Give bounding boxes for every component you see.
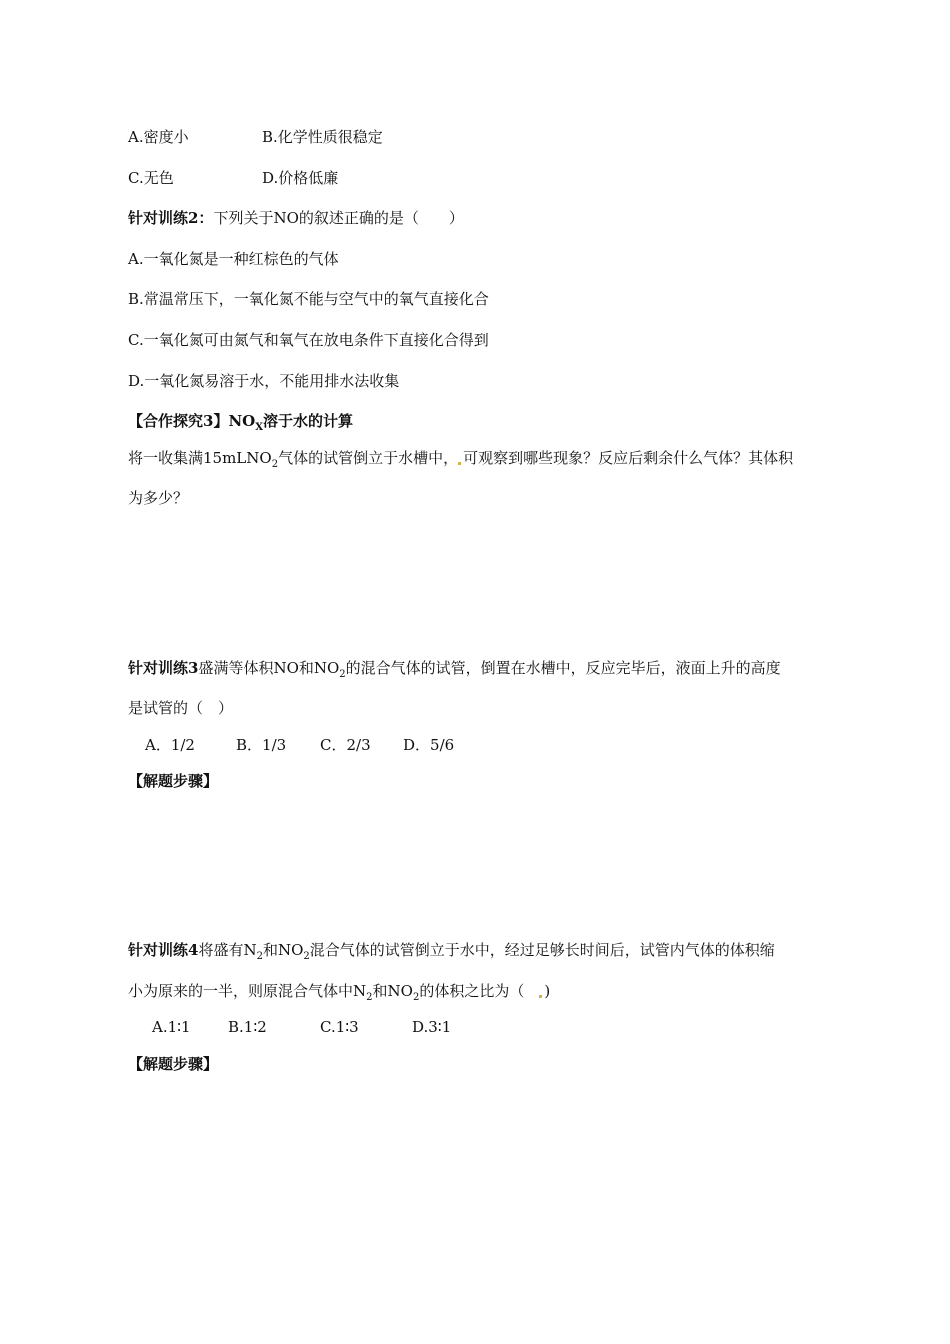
highlight-mark xyxy=(539,995,542,998)
explore-3-heading: 【合作探究3】$NO_X$溶于水的计算 xyxy=(128,412,353,433)
training-4-stem-line2: 小为原来的一半，则原混合气体中$N_2$和$NO_2$的体积之比为（ ) xyxy=(128,982,551,1003)
training-3-stem: 针对训练3盛满等体积NO和$NO_2$的混合气体的试管，倒置在水槽中，反应完毕后，液面上升的高度 xyxy=(128,659,781,680)
training-4-option-d: D.3∶1 xyxy=(412,1018,452,1036)
option-d: D.价格低廉 xyxy=(262,169,339,187)
highlight-mark xyxy=(458,462,461,465)
training-3-option-a: A．1/2 xyxy=(145,736,195,754)
option-c: C.无色 xyxy=(128,169,174,187)
training-2-option-d: D.一氧化氮易溶于水，不能用排水法收集 xyxy=(128,372,400,390)
training-4-label: 针对训练4 xyxy=(128,941,199,959)
training-2-option-c: C.一氧化氮可由氮气和氧气在放电条件下直接化合得到 xyxy=(128,331,489,349)
training-2-stem: 针对训练2：下列关于NO的叙述正确的是（ ） xyxy=(128,209,464,227)
training-3-label: 针对训练3 xyxy=(128,659,199,677)
training-3-solution-steps: 【解题步骤】 xyxy=(128,772,219,790)
training-4-option-b: B.1∶2 xyxy=(228,1018,267,1036)
training-4-option-a: A.1∶1 xyxy=(152,1018,191,1036)
explore-3-question-line2: 为多少？ xyxy=(128,489,189,507)
training-3-stem-line2: 是试管的（ ） xyxy=(128,699,234,717)
explore-3-question-line1: 将一收集满15mLNO$_2$气体的试管倒立于水槽中， 可观察到哪些现象？反应后剩余什么气体？其体积 xyxy=(128,449,794,470)
training-2-option-b: B.常温常压下，一氧化氮不能与空气中的氧气直接化合 xyxy=(128,290,489,308)
training-3-option-c: C．2/3 xyxy=(320,736,371,754)
training-4-solution-steps: 【解题步骤】 xyxy=(128,1055,219,1073)
training-3-option-b: B．1/3 xyxy=(236,736,287,754)
training-2-label: 针对训练2： xyxy=(128,209,214,227)
option-b: B.化学性质很稳定 xyxy=(262,128,383,146)
training-3-option-d: D．5/6 xyxy=(403,736,455,754)
option-a: A.密度小 xyxy=(128,128,189,146)
training-4-option-c: C.1∶3 xyxy=(320,1018,359,1036)
training-2-option-a: A.一氧化氮是一种红棕色的气体 xyxy=(128,250,339,268)
training-4-stem: 针对训练4将盛有$N_2$和$NO_2$混合气体的试管倒立于水中，经过足够长时间后，试管内气体的体积缩 xyxy=(128,941,775,962)
